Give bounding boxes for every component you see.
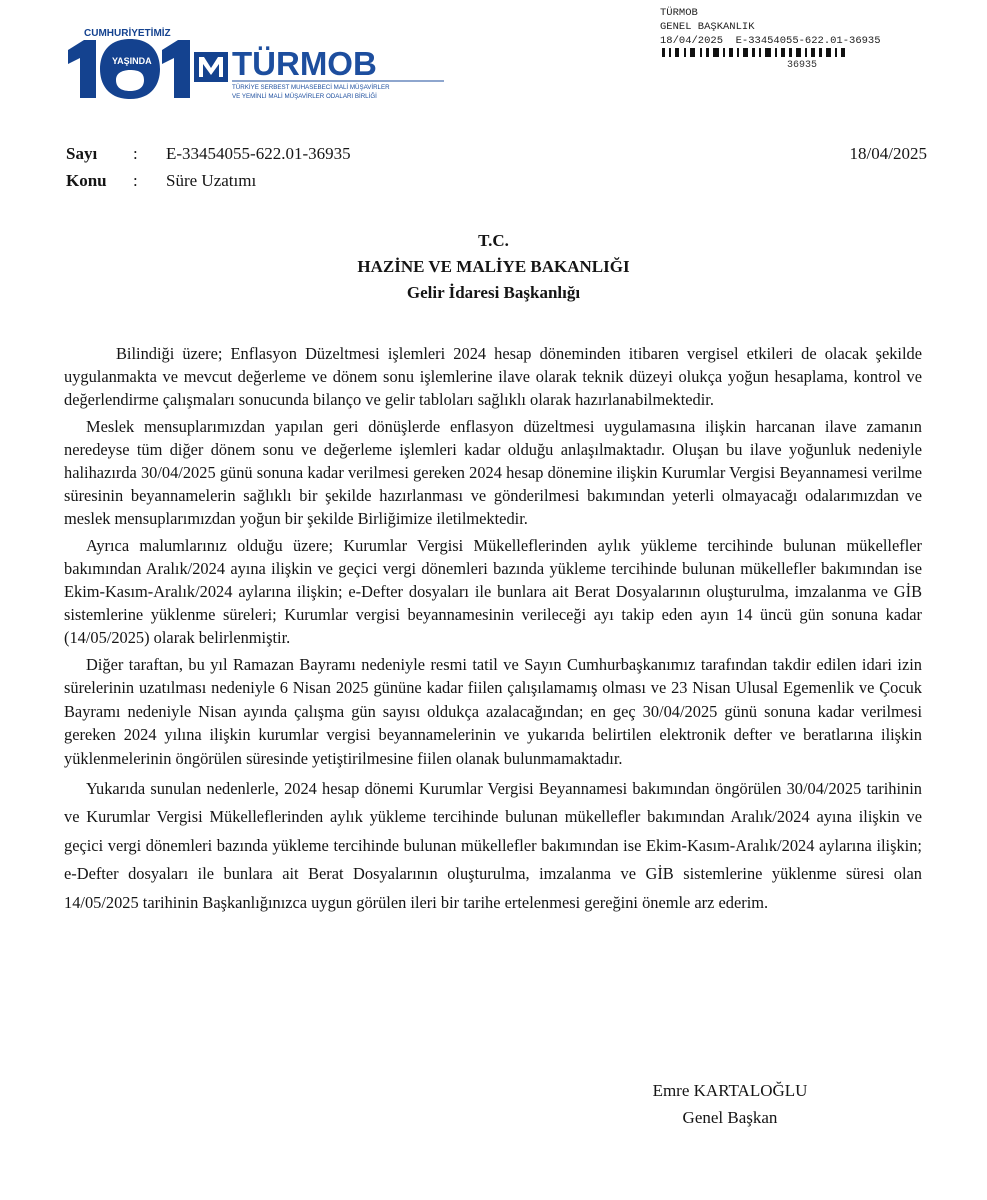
- addressee-ministry: HAZİNE VE MALİYE BAKANLIĞI: [357, 257, 630, 276]
- letter-body: [64, 342, 922, 918]
- paragraph-4: Diğer taraftan, bu yıl Ramazan Bayramı nedeniyle resmi tatil ve Sayın Cumhurbaşkanımız tarafından takdir edilen idari izin sürelerinin uzatılması nedeniyle 6 Nisan 2025 gününe kadar fiilen çalışılamamış olması ve 23 Nisan Ulusal Egemenlik ve Çocuk Bayramı nedeniyle Nisan ayında çalışma gün sayısı oldukça azalacağından; en geç 30/04/2025 günü sonuna kadar verilmesi gereken 2024 yılına ilişkin kurumlar vergisi beyannamelerinin ve yukarıda belirtilen elektronik defter ve beratlarına ilişkin yüklenmelerinin öngörülen süresinde yetiştirilmesine fiilen olanak bulunmamaktadır.: [64, 654, 922, 769]
- logo-brand: TÜRMOB: [232, 45, 377, 82]
- document-date: 18/04/2025: [849, 144, 927, 163]
- signatory-title: Genel Başkan: [682, 1108, 778, 1127]
- barcode-number: 36935: [787, 60, 818, 71]
- konu-label: Konu: [66, 171, 107, 190]
- logo-year-text: YAŞINDA: [112, 56, 152, 66]
- logo-top-text: CUMHURİYETİMİZ: [84, 28, 171, 39]
- addressee-tc: T.C.: [478, 231, 509, 250]
- barcode: [662, 48, 852, 60]
- stamp-line2: GENEL BAŞKANLIK: [660, 21, 755, 33]
- paragraph-5: Yukarıda sunulan nedenlerle, 2024 hesap dönemi Kurumlar Vergisi Beyannamesi bakımından öngörülen 30/04/2025 tarihinin ve Kurumlar Vergisi Mükelleflerinden aylık yükleme tercihinde bulunan mükellefler bakımından Aralık/2024 ayına ilişkin ve geçici vergi dönemleri bazında yükleme tercihinde bulunan mükellefler bakımından ise Ekim-Kasım-Aralık/2024 aylarına ilişkin; e-Defter dosyaları ile bunlara ait Berat Dosyalarının oluşturulma, imzalanma ve GİB sistemlerine yüklenme süresi olan 14/05/2025 tarihinin Başkanlığınızca uygun görülen ileri bir tarihe ertelenmesi gereğini önemle arz ederim.: [64, 778, 922, 912]
- stamp-line3: 18/04/2025 E-33454055-622.01-36935: [660, 35, 881, 47]
- sayi-label: Sayı: [66, 144, 98, 163]
- signatory-name: Emre KARTALOĞLU: [652, 1081, 808, 1100]
- paragraph-1: Bilindiği üzere; Enflasyon Düzeltmesi işlemleri 2024 hesap döneminden itibaren vergisel etkileri de olacak şekilde uygulanmakta ve mevcut değerleme ve dönem sonu işlemlerine ilave olarak teknik düzeyi olukça yoğun hesaplama, kontrol ve değerlendirme çalışmaları sonucunda bilanço ve gelir tabloları sağlıklı olarak hazırlanabilmektedir.: [64, 344, 922, 410]
- sayi-value: E-33454055-622.01-36935: [166, 144, 351, 163]
- addressee-department: Gelir İdaresi Başkanlığı: [406, 283, 581, 302]
- paragraph-3: Ayrıca malumlarınız olduğu üzere; Kurumlar Vergisi Mükelleflerinden aylık yükleme tercihinde bulunan mükellefler bakımından Aralık/2024 ayına ilişkin ve geçici vergi dönemleri bazında yükleme tercihinde bulunan mükellefler bakımından ise Ekim-Kasım-Aralık/2024 aylarına ilişkin; e-Defter dosyaları ile bunlara ait Berat Dosyalarının oluşturulma, imzalanma ve GİB sistemlerine yüklenme süreleri; Kurumlar vergisi beyannamesinin verileceği ayı takip eden ayın 14 üncü gün sonuna kadar (14/05/2025) olarak belirlenmiştir.: [64, 535, 922, 648]
- konu-colon: :: [133, 171, 138, 190]
- logo-digit-one-second: [162, 40, 190, 98]
- logo-digit-zero: [100, 39, 160, 99]
- logo-subtitle-line2: VE YEMİNLİ MALİ MÜŞAVİRLER ODALARI BİRLİĞİ: [232, 93, 377, 100]
- paragraph-2: Meslek mensuplarımızdan yapılan geri dönüşlerde enflasyon düzeltmesi uygulamasına ilişkin harcanan ilave zamanın neredeyse tüm diğer dönem sonu ve değerleme işlemleri kadar olduğu anlaşılmaktadır. Oluşan bu ilave yoğunluk nedeniyle halihazırda 30/04/2025 günü sonuna kadar verilmesi gereken 2024 hesap dönemine ilişkin Kurumlar Vergisi Beyannamesi verilme süresinin beyannamelerin sağlıklı bir şekilde hazırlanması ve gönderilmesi bakımından yeterli olmayacağı odalarımızdan ve meslek mensuplarımızdan yoğun bir şekilde Birliğimize iletilmektedir.: [64, 416, 922, 529]
- stamp-line1: TÜRMOB: [660, 7, 698, 19]
- sayi-colon: :: [133, 144, 138, 163]
- konu-value: Süre Uzatımı: [166, 171, 257, 190]
- registry-stamp: [660, 6, 890, 48]
- logo-digit-one: [68, 40, 96, 98]
- signature-block: [620, 1077, 840, 1131]
- turmob-101-logo: [62, 24, 452, 104]
- logo-subtitle-line1: TÜRKİYE SERBEST MUHASEBECİ MALİ MÜŞAVİRLER: [232, 84, 390, 91]
